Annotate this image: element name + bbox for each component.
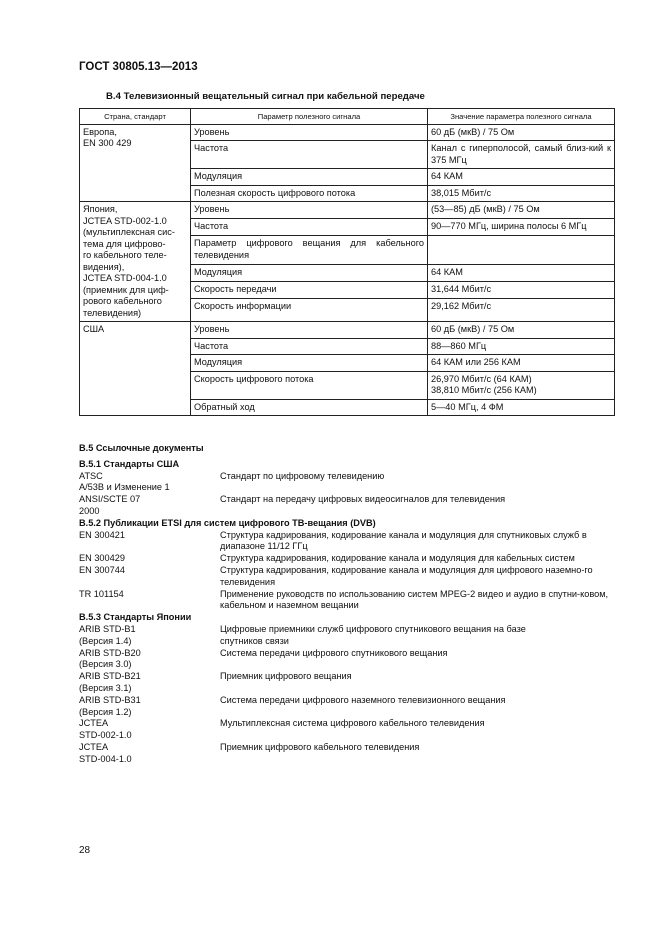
value-cell: 64 КАМ или 256 КАМ (428, 355, 615, 372)
reference-item (79, 530, 619, 554)
reference-item (79, 742, 619, 766)
section-title: B.5 Ссылочные документы (79, 443, 204, 453)
value-cell: 88—860 МГц (428, 338, 615, 355)
country-line: видения), (83, 261, 125, 272)
parameter-cell: Уровень (191, 322, 428, 339)
country-line: го кабельного теле- (83, 250, 167, 260)
document-description: Система передачи цифрового наземного телевизионного вещания (220, 694, 506, 705)
document-description: Применение руководств по использованию систем MPEG-2 видео и аудио в спутни-ковом, кабельном и наземном вещании (220, 588, 609, 611)
column-header: Страна, стандарт (80, 109, 191, 125)
parameter-cell: Уровень (191, 202, 428, 219)
table-row (80, 124, 615, 141)
value-cell: 64 КАМ (428, 265, 615, 282)
country-line: телевидения) (83, 307, 142, 318)
country-line: (приемник для циф- (83, 284, 169, 295)
parameter-cell: Модуляция (191, 169, 428, 186)
document-code: EN 300744 (79, 564, 125, 575)
reference-item (79, 471, 619, 495)
reference-item (79, 718, 619, 742)
document-code: ATSC A/53B и Изменение 1 (79, 470, 170, 493)
column-header: Параметр полезного сигнала (191, 109, 428, 125)
parameter-cell: Уровень (191, 124, 428, 141)
parameter-cell: Частота (191, 338, 428, 355)
country-line: рового кабельного (83, 296, 162, 306)
parameter-cell: Параметр цифрового вещания для кабельного телевидения (191, 236, 428, 265)
reference-item (79, 589, 619, 613)
document-code: ARIB STD-B21 (Версия 3.1) (79, 671, 141, 693)
value-cell: 29,162 Мбит/с (428, 299, 615, 322)
country-line: JCTEA STD-004-1.0 (83, 273, 167, 283)
document-description: Структура кадрирования, кодирование канала и модуляция для спутниковых служб в диапазоне 11/12 ГГц (220, 529, 587, 552)
country-line: (мультиплексная сис- (83, 227, 175, 237)
reference-item (79, 494, 619, 518)
parameter-cell: Модуляция (191, 355, 428, 372)
value-cell: Канал с гиперполосой, самый близ-кий к 375 МГц (428, 141, 615, 169)
reference-item (79, 695, 619, 719)
document-code: EN 300421 (79, 529, 125, 540)
value-cell: 60 дБ (мкВ) / 75 Ом (428, 322, 615, 339)
parameter-cell: Частота (191, 219, 428, 236)
document-description: Структура кадрирования, кодирование канала и модуляция для кабельных систем (220, 553, 575, 564)
document-code: JCTEA STD-004-1.0 (79, 741, 132, 764)
parameter-cell: Модуляция (191, 265, 428, 282)
value-cell: 26,970 Мбит/с (64 КАМ) 38,810 Мбит/с (256 КАМ) (428, 371, 615, 399)
country-standard-cell (80, 322, 191, 416)
document-description: Цифровые приемники служб цифрового спутникового вещания на базе спутников связи (220, 623, 526, 646)
document-code: ARIB STD-B31 (Версия 1.2) (79, 694, 141, 717)
document-description: Приемник цифрового кабельного телевидения (220, 741, 420, 752)
document-code: ANSI/SCTE 07 2000 (79, 494, 141, 516)
document-description: Стандарт на передачу цифровых видеосигналов для телевидения (220, 494, 506, 505)
table-row (80, 322, 615, 339)
subsection-title: B.5.1 Стандарты США (79, 458, 180, 469)
table-row (80, 202, 615, 219)
reference-documents (79, 443, 619, 766)
table-header-row (80, 109, 615, 125)
parameter-cell: Частота (191, 141, 428, 169)
value-cell: 31,644 Мбит/с (428, 282, 615, 299)
country-line: EN 300 429 (83, 138, 132, 148)
country-line: США (83, 324, 105, 334)
country-line: Япония, (83, 204, 118, 214)
parameter-cell: Полезная скорость цифрового потока (191, 185, 428, 202)
document-code: EN 300429 (79, 553, 125, 564)
value-cell: (53—85) дБ (мкВ) / 75 Ом (428, 202, 615, 219)
reference-item (79, 553, 619, 565)
document-code: JCTEA STD-002-1.0 (79, 718, 132, 741)
parameter-cell: Скорость цифрового потока (191, 371, 428, 399)
column-header: Значение параметра полезного сигнала (428, 109, 615, 125)
document-code: ARIB STD-B20 (Версия 3.0) (79, 647, 141, 670)
document-description: Мультиплексная система цифрового кабельного телевидения (220, 718, 485, 729)
value-cell: 60 дБ (мкВ) / 75 Ом (428, 124, 615, 141)
value-cell (428, 236, 615, 265)
country-line: тема для цифрово- (83, 238, 166, 249)
country-standard-cell (80, 202, 191, 322)
parameter-cell: Обратный ход (191, 399, 428, 416)
document-code: ARIB STD-B1 (Версия 1.4) (79, 623, 136, 646)
document-description: Структура кадрирования, кодирование канала и модуляция для цифрового наземно-го телевидения (220, 564, 593, 587)
document-description: Приемник цифрового вещания (220, 671, 352, 682)
value-cell: 90—770 МГц, ширина полосы 6 МГц (428, 219, 615, 236)
country-line: JCTEA STD-002-1.0 (83, 215, 167, 226)
signal-parameters-table (79, 108, 615, 416)
reference-item (79, 624, 619, 648)
document-description: Стандарт по цифровому телевидению (220, 470, 385, 481)
page-number: 28 (79, 845, 91, 856)
reference-item (79, 671, 619, 695)
reference-item (79, 565, 619, 589)
country-standard-cell (80, 124, 191, 202)
parameter-cell: Скорость информации (191, 299, 428, 322)
reference-item (79, 648, 619, 672)
document-header: ГОСТ 30805.13—2013 (79, 61, 198, 73)
value-cell: 5—40 МГц, 4 ФМ (428, 399, 615, 416)
value-cell: 64 КАМ (428, 169, 615, 186)
country-line: Европа, (83, 126, 117, 137)
parameter-cell: Скорость передачи (191, 282, 428, 299)
subsection-title: B.5.3 Стандарты Японии (79, 612, 192, 623)
document-description: Система передачи цифрового спутникового вещания (220, 647, 448, 658)
table-caption: B.4 Телевизионный вещательный сигнал при кабельной передаче (106, 91, 425, 102)
document-code: TR 101154 (79, 588, 124, 599)
value-cell: 38,015 Мбит/с (428, 185, 615, 202)
subsection-title: B.5.2 Публикации ETSI для систем цифрового ТВ-вещания (DVB) (79, 517, 376, 528)
